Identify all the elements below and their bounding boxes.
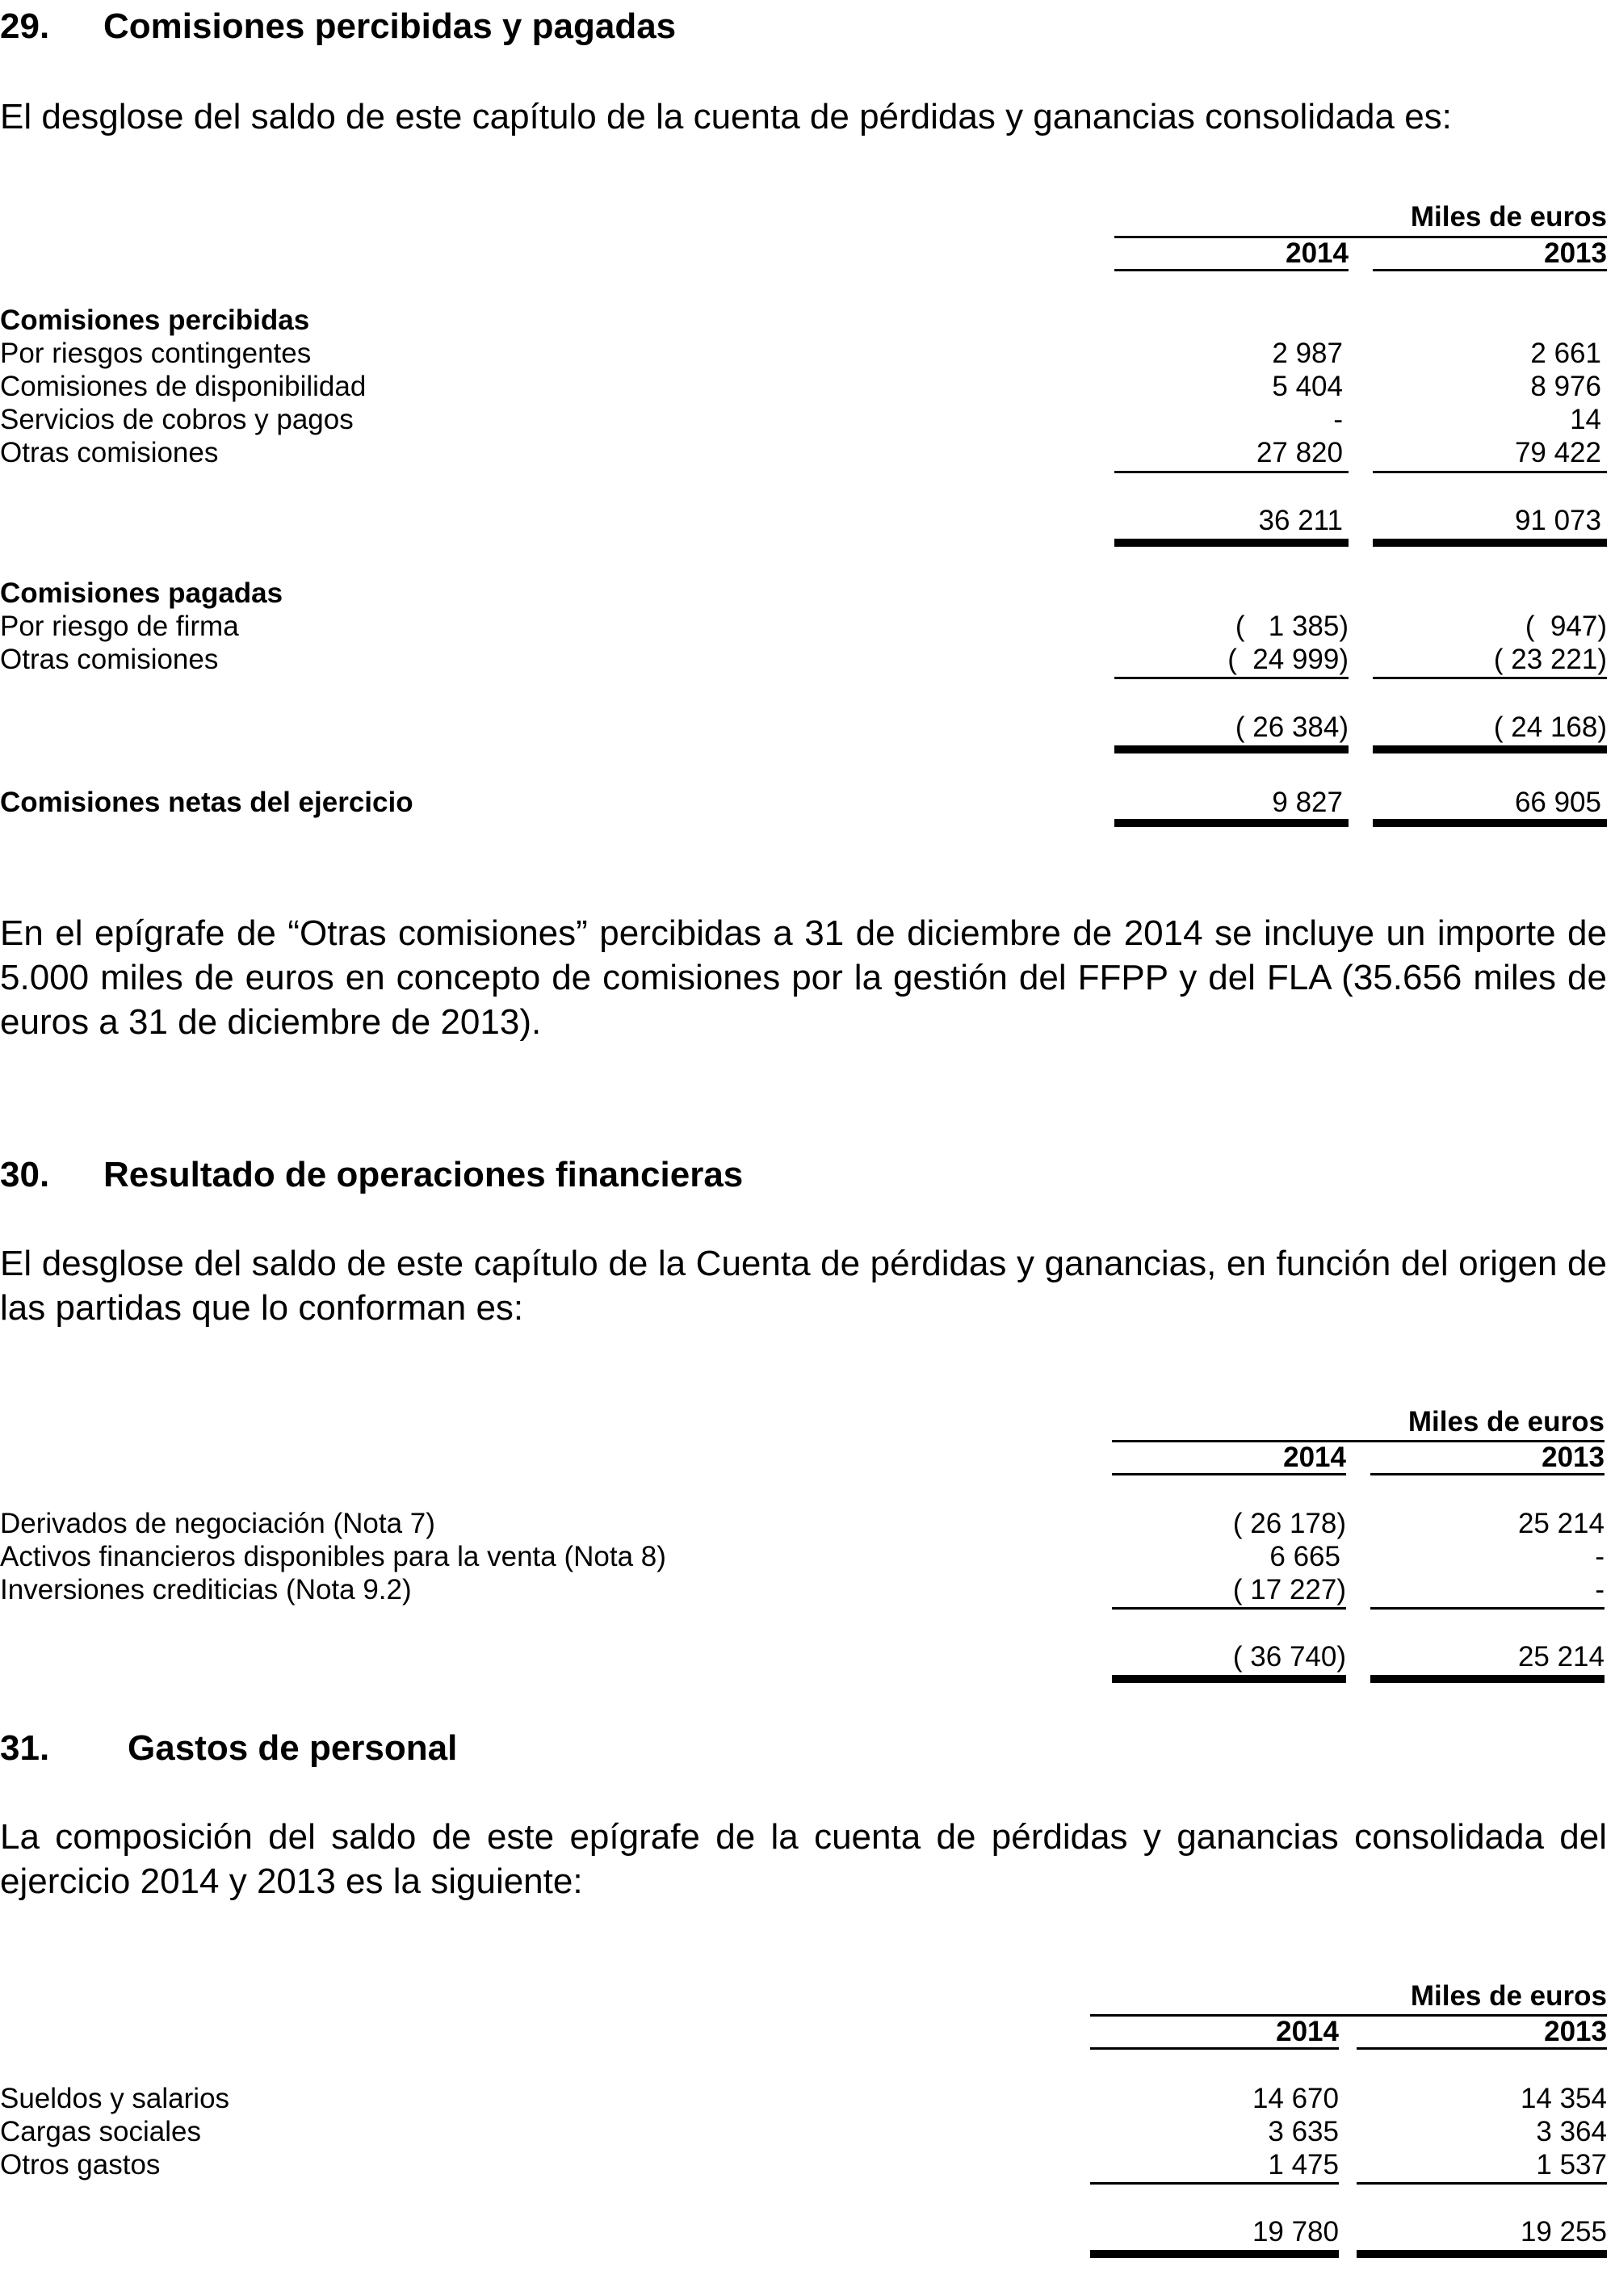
subtotal-rule	[1112, 1607, 1346, 1610]
subtotal-rule	[1373, 471, 1607, 473]
section-30-heading	[0, 1155, 743, 1195]
group-total-2014: 36 211	[1258, 505, 1343, 536]
group-title: Comisiones pagadas	[0, 577, 283, 609]
value-2013: 1 537	[1536, 2149, 1607, 2181]
row-label: Activos financieros disponibles para la venta (Nota 8)	[0, 1541, 666, 1572]
total-2013: 25 214	[1517, 1641, 1605, 1673]
year-header-2014: 2014	[1276, 2016, 1339, 2047]
value-2013: ( 947)	[1525, 611, 1607, 642]
section-29-note: En el epígrafe de “Otras comisiones” percibidas a 31 de diciembre de 2014 se incluye un importe de 5.000 miles de euros en concepto de comisiones por la gestión del FFPP y del FLA (35.656 miles de euros a 31 de diciembre de 2013).	[0, 913, 1607, 1042]
value-2014: 3 635	[1268, 2116, 1339, 2147]
value-2014: ( 26 178)	[1232, 1508, 1346, 1539]
year-rule	[1090, 2047, 1339, 2050]
total-rule	[1114, 539, 1349, 547]
row-label: Otros gastos	[0, 2149, 161, 2181]
total-rule	[1373, 745, 1607, 753]
value-2014: -	[1333, 404, 1343, 435]
year-rule	[1357, 2047, 1607, 2050]
value-2013: 14 354	[1520, 2083, 1607, 2114]
value-2013: 3 364	[1536, 2116, 1607, 2147]
net-2014: 9 827	[1272, 787, 1343, 818]
value-2013: ( 23 221)	[1493, 644, 1607, 675]
section-31-intro: La composición del saldo de este epígrafe de la cuenta de pérdidas y ganancias consolidada del ejercicio 2014 y 2013 es la siguiente:	[0, 1817, 1607, 1901]
year-rule	[1370, 1473, 1605, 1475]
subtotal-rule	[1114, 677, 1349, 679]
value-2013: 2 661	[1530, 338, 1601, 369]
year-rule	[1112, 1473, 1346, 1475]
value-2013: 14	[1570, 404, 1601, 435]
year-header-2013: 2013	[1542, 1442, 1605, 1473]
row-label: Cargas sociales	[0, 2116, 201, 2147]
group-total-2013: 91 073	[1514, 505, 1601, 536]
year-rule	[1114, 269, 1349, 271]
value-2014: 2 987	[1272, 338, 1343, 369]
unit-header: Miles de euros	[1407, 1406, 1605, 1438]
section-number: 30.	[0, 1155, 50, 1194]
total-rule	[1090, 2250, 1339, 2258]
section-number: 31.	[0, 1728, 50, 1768]
value-2013: 25 214	[1517, 1508, 1605, 1539]
group-total-2013: ( 24 168)	[1493, 711, 1607, 743]
value-2014: 5 404	[1272, 371, 1343, 402]
year-header-2014: 2014	[1283, 1442, 1346, 1473]
total-2014: ( 36 740)	[1232, 1641, 1346, 1673]
net-2013: 66 905	[1514, 787, 1601, 818]
total-2013: 19 255	[1520, 2216, 1607, 2248]
subtotal-rule	[1370, 1607, 1605, 1610]
total-2014: 19 780	[1252, 2216, 1339, 2248]
value-2014: 14 670	[1252, 2083, 1339, 2114]
value-2013: 8 976	[1530, 371, 1601, 402]
row-label: Derivados de negociación (Nota 7)	[0, 1508, 435, 1539]
year-header-2013: 2013	[1544, 237, 1607, 269]
section-29-intro: El desglose del saldo de este capítulo de la cuenta de pérdidas y ganancias consolidada es:	[0, 97, 1452, 136]
section-title: Resultado de operaciones financieras	[103, 1155, 744, 1194]
row-label: Inversiones crediticias (Nota 9.2)	[0, 1574, 412, 1606]
subtotal-rule	[1090, 2182, 1339, 2185]
value-2014: ( 24 999)	[1227, 644, 1349, 675]
section-title: Gastos de personal	[128, 1728, 458, 1768]
value-2013: -	[1595, 1541, 1605, 1572]
row-label: Sueldos y salarios	[0, 2083, 230, 2114]
unit-header: Miles de euros	[1410, 1980, 1607, 2012]
subtotal-rule	[1357, 2182, 1607, 2185]
value-2014: 1 475	[1268, 2149, 1339, 2181]
row-label: Otras comisiones	[0, 644, 219, 675]
net-label: Comisiones netas del ejercicio	[0, 787, 413, 818]
row-label: Por riesgos contingentes	[0, 338, 312, 369]
total-rule	[1370, 1675, 1605, 1683]
subtotal-rule	[1373, 677, 1607, 679]
total-rule	[1114, 819, 1349, 827]
row-label: Servicios de cobros y pagos	[0, 404, 354, 435]
row-label: Comisiones de disponibilidad	[0, 371, 367, 402]
total-rule	[1373, 539, 1607, 547]
section-30-intro: El desglose del saldo de este capítulo de la Cuenta de pérdidas y ganancias, en función del origen de las partidas que lo conforman es:	[0, 1244, 1607, 1328]
total-rule	[1357, 2250, 1607, 2258]
value-2014: 6 665	[1269, 1541, 1340, 1572]
value-2014: ( 17 227)	[1232, 1574, 1346, 1606]
year-rule	[1373, 269, 1607, 271]
row-label: Otras comisiones	[0, 437, 219, 468]
section-title: Comisiones percibidas y pagadas	[103, 6, 677, 46]
year-header-2014: 2014	[1286, 237, 1349, 269]
value-2013: -	[1595, 1574, 1605, 1606]
group-title: Comisiones percibidas	[0, 304, 310, 336]
value-2014: ( 1 385)	[1235, 611, 1349, 642]
total-rule	[1112, 1675, 1346, 1683]
value-2014: 27 820	[1256, 437, 1343, 468]
group-total-2014: ( 26 384)	[1235, 711, 1349, 743]
section-number: 29.	[0, 6, 50, 46]
row-label: Por riesgo de firma	[0, 611, 239, 642]
value-2013: 79 422	[1514, 437, 1601, 468]
section-31-heading	[0, 1728, 457, 1769]
subtotal-rule	[1114, 471, 1349, 473]
year-header-2013: 2013	[1544, 2016, 1607, 2047]
total-rule	[1373, 819, 1607, 827]
section-29-heading	[0, 6, 676, 47]
total-rule	[1114, 745, 1349, 753]
unit-header: Miles de euros	[1410, 201, 1607, 233]
